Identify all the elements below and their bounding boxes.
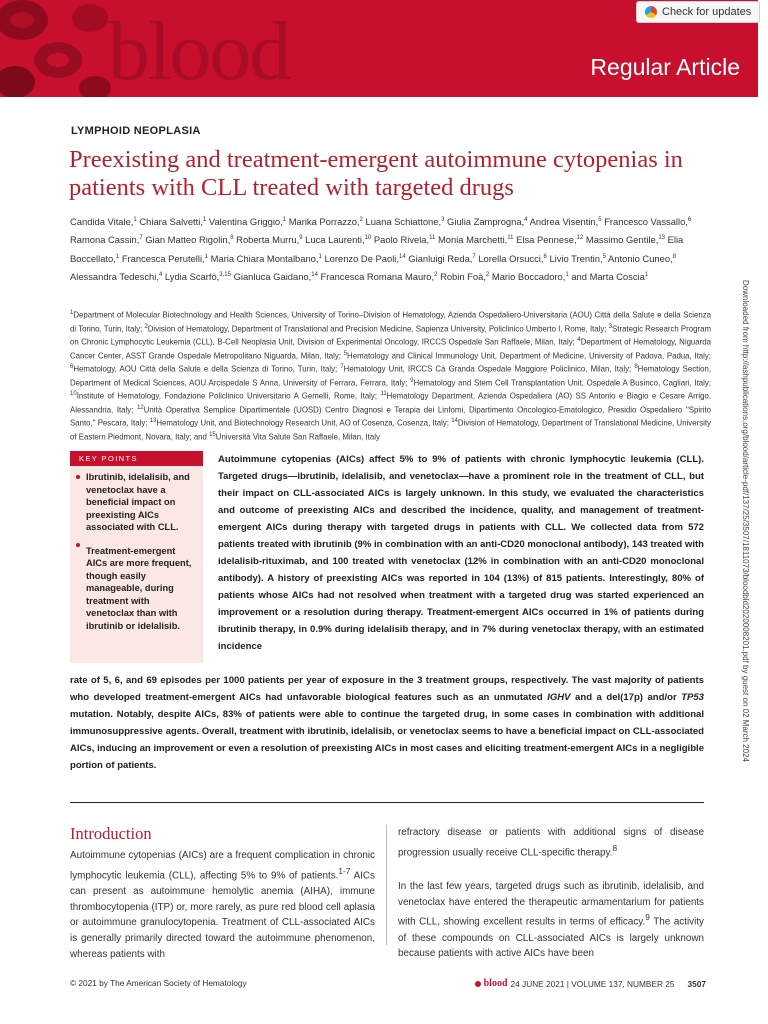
author-name: Valentina Griggio,$^1$ [208, 216, 287, 228]
blood-drop-icon [475, 981, 481, 987]
author-name: Lorella Orsucci,$^6$ [478, 252, 547, 264]
key-points-box [70, 451, 203, 663]
affiliation-item: Hematology Department, Azienda Ospedaliera (AO) SS Antonio e Biagio e Cesare Arrigo, Alessandria, Italy; [70, 391, 711, 415]
author-name: Marika Porrazzo,$^2$ [288, 216, 363, 228]
author-name: Alessandra Tedeschi,$^4$ [70, 270, 163, 282]
download-note: Downloaded from http://ashpublications.org/blood/article-pdf/137/25/3507/1811073/bloodbld2020008201.pdf by guest on 02 March 2024 [741, 280, 750, 762]
author-name: Francesca Perutelli,$^1$ [121, 252, 209, 264]
author-name: Elia Boccellato,$^1$ [70, 234, 684, 264]
author-name: Gian Matteo Rigolin,$^8$ [145, 234, 234, 246]
author-name: Robin Foà,$^2$ [440, 270, 490, 282]
article-type-title: Regular Article [590, 54, 740, 80]
author-name: Livio Trentin,$^5$ [549, 252, 606, 264]
author-name: Paolo Rivela,$^{11}$ [373, 234, 436, 246]
affiliation-item: Hematology and Stem Cell Transplantation Unit, Ospedale A Businco, Cagliari, Italy; [413, 378, 711, 388]
author-name: Candida Vitale,$^1$ [70, 216, 137, 228]
author-name: Lorenzo De Paoli,$^{14}$ [324, 252, 406, 264]
author-name: Francesca Romana Mauro,$^2$ [320, 270, 438, 282]
article-title: Preexisting and treatment-emergent autoimmune cytopenias in patients with CLL treated with targeted drugs [69, 146, 683, 201]
affiliation-item: Hematology and Clinical Immunology Unit, Department of Medicine, University of Padova, Padua, Italy; [347, 351, 711, 361]
affiliation-item: Institute of Hematology, Fondazione Policlinico Universitario A Gemelli, Rome, Italy; [76, 391, 381, 401]
affiliation-item: Division of Hematology, Department of Translational and Precision Medicine, Sapienza University, Policlinico Umberto I, Rome, Italy; [147, 324, 609, 334]
check-updates-button[interactable] [636, 1, 760, 23]
affiliation-item: Division of Hematology, Department of Translational Medicine, University of Eastern Piedmont, Novara, Italy; and [70, 418, 711, 442]
affiliation-item: Hematology Section, Department of Medical Sciences, AOU Arcispedale S Anna, University of Ferrara, Ferrara, Italy; [70, 364, 711, 388]
page-number: 3507 [687, 978, 706, 989]
abstract-part1: Autoimmune cytopenias (AICs) affect 5% to 9% of patients with chronic lymphocytic leukemia (CLL). Targeted drugs—ibrutinib, idelalisib, and venetoclax—have a prominent role in the treatment of CLL, but their impact on CLL-associated AICs is largely unknown. In this study, we evaluated the characteristics and outcome of preexisting AICs and described the incidence, quality, and management of treatment-emergent AICs during therapy with targeted drugs in patients with CLL. We collected data from 572 patients treated with ibrutinib (9% in combination with an anti-CD20 monoclonal antibody), 143 treated with idelalisib-rituximab, and 100 treated with venetoclax (12% in combination with an anti-CD20 monoclonal antibody). A history of preexisting AICs was reported in 104 (13%) of 815 patients. Interestingly, 80% of patients whose AICs had not resolved when treatment with a targeted drug was started experienced an improvement or a resolution during therapy. Treatment-emergent AICs occurred in 1% of patients during ibrutinib therapy, in 0.9% during idelalisib therapy, and in 7% during venetoclax therapy, with an estimated incidence [218, 454, 704, 652]
intro-column-1: Autoimmune cytopenias (AICs) are a frequent complication in chronic lymphocytic leukemia (CLL), affecting 5% to 9% of patients.$^{1-7}$ AICs can present as autoimmune hemolytic anemia (AIHA), immune thrombocytopenia (ITP) or, more rarely, as pure red blood cell aplasia or autoimmune granulocytopenia. Treatment of CLL-associated AICs is generally primarily directed toward the autoimmune phenomenon, whereas patients with [70, 850, 375, 961]
author-name: Luana Schiattone,$^3$ [365, 216, 445, 228]
affiliation-item: Hematology Unit, IRCCS Cà Granda Ospedale Maggiore Policlinico, Milan, Italy; [343, 364, 635, 374]
affiliation-item: Università Vita Salute San Raffaele, Milan, Italy [215, 432, 380, 442]
author-name: Maria Chiara Montalbano,$^1$ [210, 252, 322, 264]
intro-column-2: refractory disease or patients with additional signs of disease progression usually receive CLL-specific therapy.$^8$ In the last few years, targeted drugs such as ibrutinib, idelalisib, and venetoclax have entered the therapeutic armamentarium for patients with CLL, showing excellent results in terms of efficacy.$^9$ The activity of these compounds on CLL-associated AICs is largely unknown because patients with active AICs have been [398, 827, 704, 960]
author-name: Andrea Visentin,$^5$ [529, 216, 602, 228]
introduction-heading: Introduction [70, 824, 152, 843]
blood-logo: blood [108, 5, 290, 97]
author-name: Roberta Murru,$^9$ [236, 234, 303, 246]
section-label: LYMPHOID NEOPLASIA [71, 125, 201, 137]
author-name: and Marta Coscia$^1$ [571, 270, 649, 282]
author-name: Francesco Vassallo,$^6$ [604, 216, 692, 228]
author-name: Gianluca Gaidano,$^{14}$ [233, 270, 318, 282]
footer-journal-info [475, 978, 706, 989]
affiliation-item: Unità Operativa Semplice Dipartimentale (UOSD) Centro Diagnosi e Terapia dei Linfomi, Dipartimento Oncologico-Ematologico, Presidio Ospedaliero "Spirito Santo," Pescara, Italy; [70, 405, 711, 428]
author-name: Giulia Zamprogna,$^4$ [447, 216, 528, 228]
affiliations: $^1$Department of Molecular Biotechnology and Health Sciences, University of Torino–Division of Hematology, Azienda Ospedaliero-Universitaria (AOU) Città della Salute e della Scienza di Torino, Turin, Italy; $^2$Division of Hematology, Department of Translational and Precision Medicine, Sapienza University, Policlinico Umberto I, Rome, Italy; $^3$Strategic Research Program on Chronic Lymphocytic Leukemia (CLL), B-Cell Neoplasia Unit, Division of Experimental Oncology, IRCCS Ospedale San Raffaele, Milan, Italy; $^4$Department of Hematology, Niguarda Cancer Center, ASST Grande Ospedale Metropolitano Niguarda, Milan, Italy; $^5$Hematology and Clinical Immunology Unit, Department of Medicine, University of Padova, Padua, Italy; $^6$Hematology, AOU Città della Salute e della Scienza di Torino, Turin, Italy; $^7$Hematology Unit, IRCCS Cà Granda Ospedale Maggiore Policlinico, Milan, Italy; $^8$Hematology Section, Department of Medical Sciences, AOU Arcispedale S Anna, University of Ferrara, Ferrara, Italy; $^9$Hematology and Stem Cell Transplantation Unit, Ospedale A Businco, Cagliari, Italy; $^{10}$Institute of Hematology, Fondazione Policlinico Universitario A Gemelli, Rome, Italy; $^{11}$Hematology Department, Azienda Ospedaliera (AO) SS Antonio e Biagio e Cesare Arrigo, Alessandria, Italy; $^{12}$Unità Operativa Semplice Dipartimentale (UOSD) Centro Diagnosi e Terapia dei Linfomi, Dipartimento Oncologico-Ematologico, Presidio Ospedaliero "Spirito Santo," Pescara, Italy; $^{13}$Hematology Unit, and Biotechnology Research Unit, AO of Cosenza, Cosenza, Italy; $^{14}$Division of Hematology, Department of Translational Medicine, University of Eastern Piedmont, Novara, Italy; and $^{15}$Università Vita Salute San Raffaele, Milan, Italy [70, 310, 712, 442]
author-name: Antonio Cuneo,$^8$ [608, 252, 677, 264]
column-divider [386, 825, 387, 945]
section-divider [70, 802, 704, 803]
footer-journal-name: blood [483, 978, 508, 989]
copyright-text: © 2021 by The American Society of Hematology [70, 978, 247, 988]
key-point-item: Treatment-emergent AICs are more frequent, though easily manageable, during treatment with venetoclax than with ibrutinib or idelalisib. [70, 534, 203, 633]
author-name: Elsa Pennese,$^{12}$ [516, 234, 584, 246]
footer-issue: 24 JUNE 2021 | VOLUME 137, NUMBER 25 [510, 978, 675, 989]
key-point-item: Ibrutinib, idelalisib, and venetoclax have a beneficial impact on preexisting AICs associated with CLL. [70, 466, 203, 534]
key-points-heading: KEY POINTS [70, 451, 203, 466]
affiliation-item: Department of Hematology, Niguarda Cancer Center, ASST Grande Ospedale Metropolitano Niguarda, Milan, Italy; [70, 337, 711, 361]
check-updates-label: Check for updates [662, 6, 752, 18]
author-name: Monia Marchetti,$^{11}$ [437, 234, 514, 246]
author-name: Chiara Salvetti,$^1$ [139, 216, 207, 228]
author-name: Massimo Gentile,$^{13}$ [585, 234, 665, 246]
affiliation-item: Department of Molecular Biotechnology and Health Sciences, University of Torino–Division of Hematology, Azienda Ospedaliero-Universitaria (AOU) Città della Salute e della Scienza di Torino, Turin, Italy; [70, 310, 711, 334]
affiliation-item: Strategic Research Program on Chronic Lymphocytic Leukemia (CLL), B-Cell Neoplasia Unit, Division of Experimental Oncology, IRCCS Ospedale San Raffaele, Milan, Italy; [70, 324, 712, 347]
author-name: Gianluigi Reda,$^7$ [408, 252, 476, 264]
affiliation-item: Hematology, AOU Città della Salute e della Scienza di Torino, Turin, Italy; [73, 364, 341, 374]
author-name: Ramona Cassin,$^7$ [70, 234, 143, 246]
author-name: Lydia Scarfò,$^{3,15}$ [164, 270, 231, 282]
author-list [70, 212, 710, 285]
affiliation-item: Hematology Unit, and Biotechnology Research Unit, AO of Cosenza, Cosenza, Italy; [156, 418, 452, 428]
author-name: Mario Boccadoro,$^1$ [491, 270, 569, 282]
check-updates-icon [645, 6, 657, 18]
author-name: Luca Laurenti,$^{10}$ [305, 234, 372, 246]
abstract-part2: rate of 5, 6, and 69 episodes per 1000 patients per year of exposure in the 3 treatment groups, respectively. The vast majority of patients who developed treatment-emergent AICs had unfavorable biological features such as an unmutated IGHV and a del(17p) and/or TP53 mutation. Notably, despite AICs, 83% of patients were able to continue the targeted drug, in some cases in combination with additional immunosuppressive agents. Overall, treatment with ibrutinib, idelalisib, or venetoclax seems to have a beneficial impact on CLL-associated AICs, inducing an improvement or even a resolution of preexisting AICs in most cases and eliciting treatment-emergent AICs in a negligible portion of patients. [70, 675, 704, 771]
